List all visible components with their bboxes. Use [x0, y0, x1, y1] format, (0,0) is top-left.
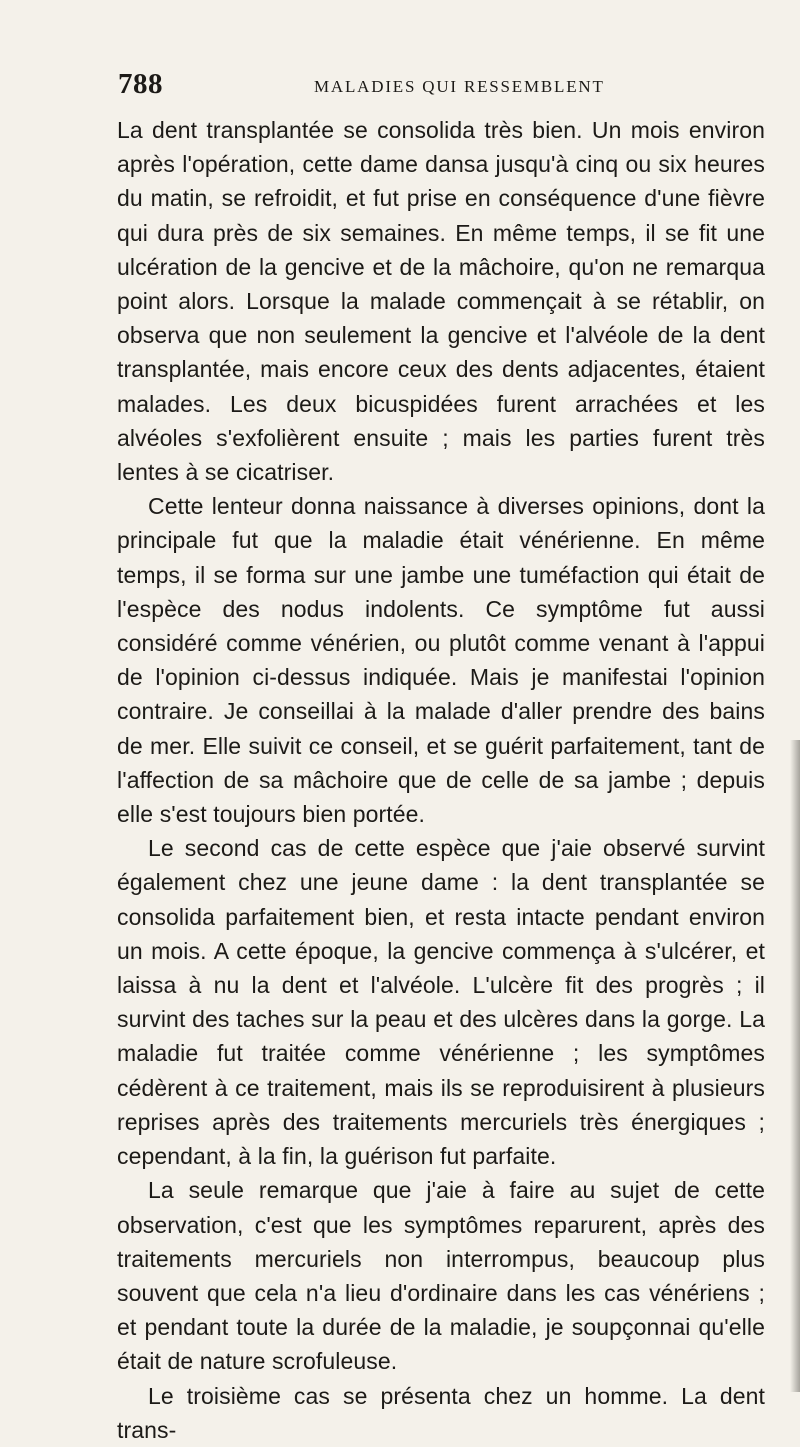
running-title: MALADIES QUI RESSEMBLENT — [314, 77, 605, 96]
paragraph-5: Le troisième cas se présenta chez un homme. La dent trans- — [117, 1382, 765, 1443]
page-header — [118, 68, 738, 108]
page-edge-shadow — [790, 740, 800, 1392]
page-number: 788 — [118, 68, 163, 100]
paragraph-1: La dent transplantée se consolida très bien. Un mois environ après l'opération, cette dame dansa jusqu'à cinq ou six heures du matin, se refroidit, et fut prise en conséquence d'une fièvre qui dura près de six semaines. En même temps, il se fit une ulcération de la gencive et de la mâchoire, qu'on ne remarqua point alors. Lorsque la malade commençait à se rétablir, on observa que non seulement la gencive et l'alvéole de la dent transplantée, mais encore ceux des dents adjacentes, étaient malades. Les deux bicuspidées furent arrachées et les alvéoles s'exfolièrent ensuite ; mais les parties furent très lentes à se cicatriser. — [117, 117, 765, 486]
paragraph-3: Le second cas de cette espèce que j'aie observé survint également chez une jeune dame : la dent transplantée se consolida parfaitement bien, et resta intacte pendant environ un mois. A cette époque, la gencive commença à s'ulcérer, et laissa à nu la dent et l'alvéole. L'ulcère fit des progrès ; il survint des taches sur la peau et des ulcères dans la gorge. La maladie fut traitée comme vénérienne ; les symptômes cédèrent à ce traitement, mais ils se reproduisirent à plusieurs reprises après des traitements mercuriels très énergiques ; cependant, à la fin, la guérison fut parfaite. — [117, 835, 765, 1170]
body-text — [117, 113, 765, 1447]
paragraph-2: Cette lenteur donna naissance à diverses opinions, dont la principale fut que la maladie était vénérienne. En même temps, il se forma sur une jambe une tuméfaction qui était de l'espèce des nodus indolents. Ce symptôme fut aussi considéré comme vénérien, ou plutôt comme venant à l'appui de l'opinion ci-dessus indiquée. Mais je manifestai l'opinion contraire. Je conseillai à la malade d'aller prendre des bains de mer. Elle suivit ce conseil, et se guérit parfaitement, tant de l'affection de sa mâchoire que de celle de sa jambe ; depuis elle s'est toujours bien portée. — [117, 493, 765, 828]
paragraph-4: La seule remarque que j'aie à faire au sujet de cette observation, c'est que les symptômes reparurent, après des traitements mercuriels non interrompus, beaucoup plus souvent que cela n'a lieu d'ordinaire dans les cas vénériens ; et pendant toute la durée de la maladie, je soupçonnai qu'elle était de nature scrofuleuse. — [117, 1177, 765, 1375]
